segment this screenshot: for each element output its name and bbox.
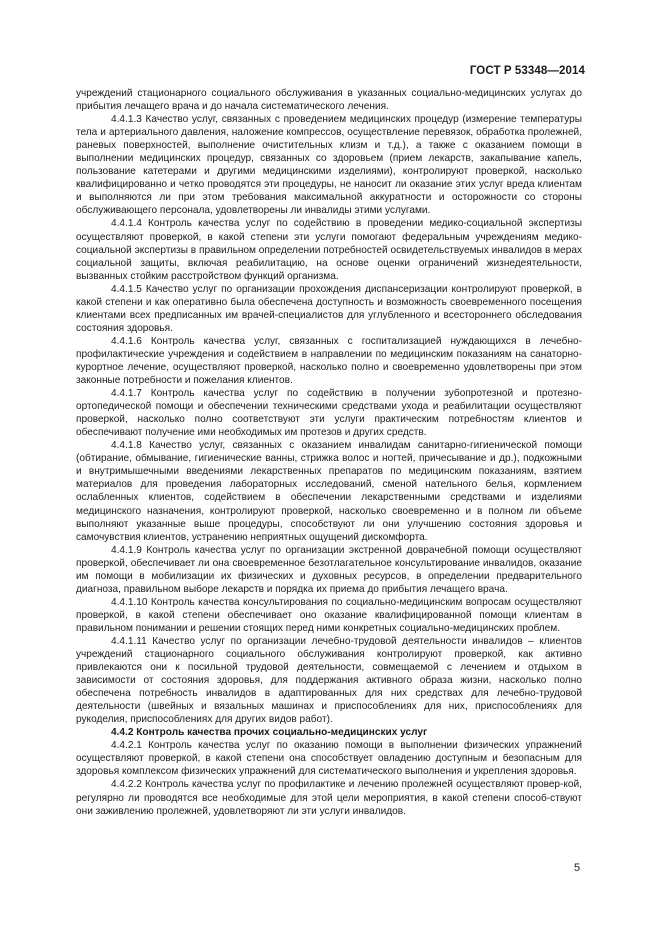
paragraph: 4.4.1.6 Контроль качества услуг, связанных с госпитализацией нуждающихся в лечебно-профилактические учреждения и содействием в направлении по медицинским показаниям на санаторно-курортное лечение, осуществляют проверкой, насколько полно и своевременно удовлетворены при этом законные потребности и пожелания клиентов. <box>76 335 582 387</box>
paragraph: учреждений стационарного социального обслуживания в указанных социально-медицинских услугах до прибытия лечащего врача и до начала систематического лечения. <box>76 88 582 113</box>
paragraph: 4.4.2.2 Контроль качества услуг по профилактике и лечению пролежней осуществляют провер-кой, регулярно ли проводятся все необходимые для этой цели мероприятия, в какой степени способ-ствуют они заживлению пролежней, удовлетворяют ли эти услуги инвалидов. <box>76 779 582 817</box>
standard-header: ГОСТ Р 53348—2014 <box>469 65 585 77</box>
section-heading: 4.4.2 Контроль качества прочих социально-медицинских услуг <box>111 727 428 739</box>
page-number: 5 <box>574 862 581 874</box>
paragraph: 4.4.2.1 Контроль качества услуг по оказанию помощи в выполнении физических упражнений осуществляют проверкой, в какой степени она способствует овладению доступным и безопасным для здоровья комплексом физических упражнений для систематического выполнения и укрепления здоровья. <box>76 740 582 778</box>
paragraph: 4.4.1.7 Контроль качества услуг по содействию в получении зубопротезной и протезно-ортопедической помощи и обеспечении техническими средствами ухода и реабилитации осуществляют проверкой, насколько полно соответствуют эти услуги практическим потребностям клиентов и обеспечивают получение ими необходимых им протезов и других средств. <box>76 388 582 439</box>
paragraph: 4.4.1.8 Качество услуг, связанных с оказанием инвалидам санитарно-гигиенической помощи (обтирание, обмывание, гигиенические ванны, стрижка волос и ногтей, причесывание и др.), подкожными и внутримышечными введениями лекарственных препаратов по медицинским показаниям, взятием материалов для проведения лабораторных исследований, сменой нательного белья, кормлением ослабленных клиентов, содействием в обеспечении лекарственными средствами и изделиями медицинского назначения, контролируют проверкой, насколько своевременно и в полном ли объеме выполняют указанные выше процедуры, способствуют ли они улучшению состояния здоровья и самочувствия клиентов, устранению неприятных ощущений дискомфорта. <box>76 440 582 543</box>
paragraph: 4.4.1.5 Качество услуг по организации прохождения диспансеризации контролируют проверкой, в какой степени и как оперативно была обеспечена доступность и возможность своевременного посещения клиентами всех предписанных им врачей-специалистов для углубленного и всестороннего обследования состояния здоровья. <box>76 283 582 334</box>
paragraph: 4.4.1.10 Контроль качества консультирования по социально-медицинским вопросам осуществляют проверкой, в какой степени обеспечивает оно оказание квалифицированной помощи клиентам в правильном понимании и решении стоящих перед ними конкретных социально-медицинских проблем. <box>76 596 582 634</box>
paragraph: 4.4.1.4 Контроль качества услуг по содействию в проведении медико-социальной экспертизы осуществляют проверкой, в какой степени эти услуги помогают федеральным учреждениям медико-социальной экспертизы в правильном определении потребностей освидетельствуемых инвалидов в мерах социальной защиты, включая реабилитацию, на основе оценки ограничений жизнедеятельности, вызванных стойким расстройством функций организма. <box>76 218 582 282</box>
paragraph: 4.4.1.9 Контроль качества услуг по организации экстренной доврачебной помощи осуществляют проверкой, обеспечивает ли она своевременное безотлагательное консультирование инвалидов, оказание им помощи в мобилизации их физических и духовных ресурсов, в определении предварительного диагноза, правильном выборе лекарств и порядка их приема до прибытия лечащего врача. <box>76 544 582 595</box>
document-body <box>76 87 582 818</box>
paragraph: 4.4.1.3 Качество услуг, связанных с проведением медицинских процедур (измерение температуры тела и артериального давления, наложение компрессов, осуществление перевязок, обработка пролежней, раневых поверхностей, выполнение очистительных клизм и т.д.), а также с оказанием помощи в выполнении медицинских процедур, связанных со здоровьем (прием лекарств, закапывание капель, пользование катетерами и другими медицинскими изделиями), контролируют проверкой, насколько квалифицированно и четко проводятся эти процедуры, не наносит ли оказание этих услуг вреда клиентам и выполняются ли при этом требования максимальной аккуратности и осторожности со стороны обслуживающего персонала, удовлетворены ли инвалиды этими услугами. <box>76 114 582 217</box>
paragraph: 4.4.1.11 Качество услуг по организации лечебно-трудовой деятельности инвалидов – клиентов учреждений стационарного социального обслуживания контролируют проверкой, как активно привлекаются они к посильной трудовой деятельности, совмещаемой с лечением и отдыхом в зависимости от состояния здоровья, для поддержания активного образа жизни, насколько полно обеспечена потребность инвалидов в адаптированных для них средствах для лечебно-трудовой деятельности (швейных и вязальных машинах и приспособлениях для них, приспособлениях для рукоделия, приспособлениях для других видов работ). <box>76 635 582 726</box>
